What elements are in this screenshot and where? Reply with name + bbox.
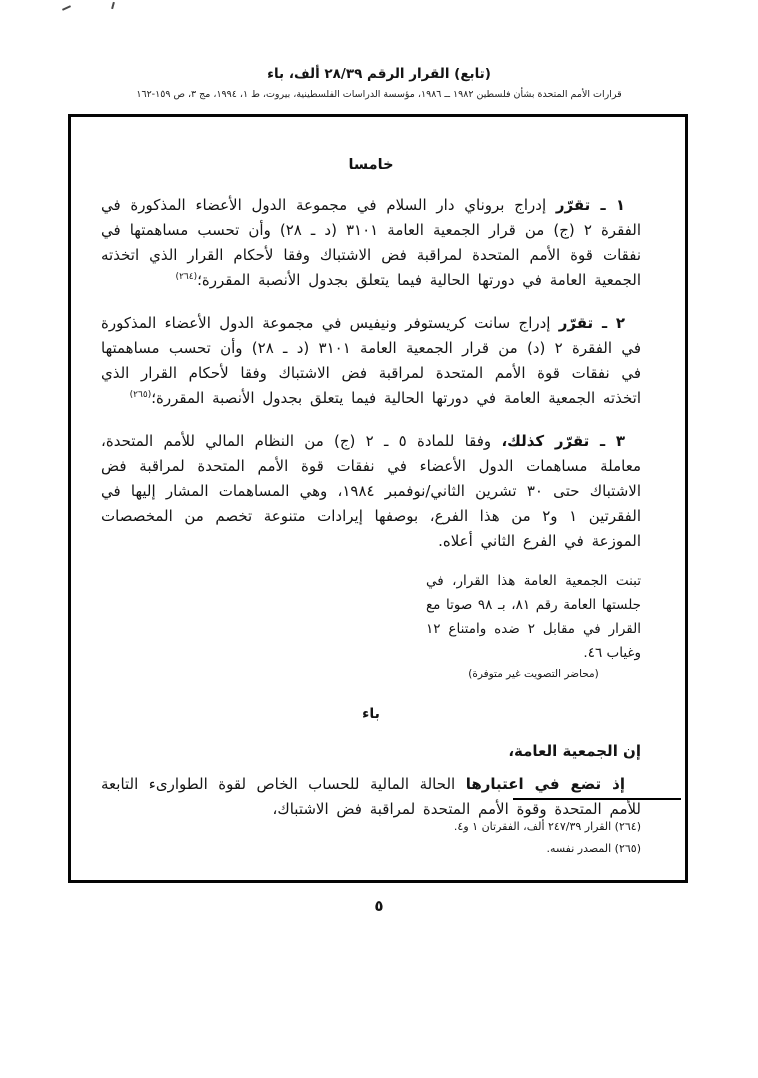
content-frame bbox=[68, 114, 688, 883]
paragraph-1-text: إدراج بروناي دار السلام في مجموعة الدول الأعضاء المذكورة في الفقرة ٢ (ج) من قرار الجمعية العامة ٣١٠١ (د ـ ٢٨) وأن تحسب مساهمتها في نفقات قوة الأمم المتحدة لمراقبة فض الاشتباك وفقا لأحكام القرار الذي اتخذته الجمعية العامة في دورتها الحالية فيما يتعلق بجدول الأنصبة المقررة؛ bbox=[101, 196, 642, 289]
paragraph-2-text: إدراج سانت كريستوفر ونيفيس في مجموعة الدول الأعضاء المذكورة في الفقرة ٢ (د) من قرار الجمعية العامة ٣١٠١ (د ـ ٢٨) وأن تحسب مساهمتها في نفقات قوة الأمم المتحدة لمراقبة فض الاشتباك وفقا لأحكام القرار الذي اتخذته الجمعية العامة في دورتها الحالية فيما يتعلق بجدول الأنصبة المقررة؛ bbox=[101, 314, 641, 407]
footnote-264: (٢٦٤) القرار ٢٤٧/٣٩ ألف، الفقرتان ١ و٤. bbox=[453, 820, 641, 833]
paragraph-2-lead: ٢ ـ تقرّر bbox=[558, 314, 625, 332]
resolution-paragraph-3 bbox=[101, 429, 641, 554]
paragraph-3-lead: ٣ ـ تقرّر كذلك، bbox=[501, 432, 625, 450]
scan-artifact bbox=[111, 2, 115, 9]
footnote-reference-264: (٢٦٤) bbox=[175, 272, 198, 282]
paragraph-1-lead: ١ ـ تقرّر bbox=[555, 196, 625, 214]
footnote-reference-265: (٢٦٥) bbox=[129, 390, 152, 400]
vote-note: تبنت الجمعية العامة هذا القرار، في جلستها العامة رقم ٨١، بـ ٩٨ صوتا مع القرار في مقابل ٢ ضده وامتناع ١٢ وغياب ٤٦. bbox=[426, 573, 642, 661]
scan-artifact bbox=[62, 5, 71, 11]
footnote-separator bbox=[513, 798, 681, 800]
preamble-intro: إن الجمعية العامة، bbox=[508, 742, 641, 760]
paragraph-3-text: وفقا للمادة ٥ ـ ٢ (ج) من النظام المالي للأمم المتحدة، معاملة مساهمات الدول الأعضاء في نفقات قوة الأمم المتحدة لمراقبة فض الاشتباك حتى ٣٠ تشرين الثاني/نوفمبر ١٩٨٤، وهي المساهمات المشار إليها في الفقرتين ١ و٢ من هذا الفرع، بوصفها إيرادات متنوعة تخصم من المخصصات الموزعة في الفرع الثاني أعلاه. bbox=[101, 432, 642, 550]
resolution-paragraph-2 bbox=[101, 311, 641, 414]
source-citation: قرارات الأمم المتحدة بشأن فلسطين ١٩٨٢ ــ ١٩٨٦، مؤسسة الدراسات الفلسطينية، بيروت، ط ١، ١٩٩٤، مج ٣، ص ١٥٩-١٦٢ bbox=[136, 89, 622, 100]
resolution-paragraph-1 bbox=[101, 193, 641, 296]
section-b-heading: باء bbox=[362, 706, 380, 722]
section-a-heading: خامسا bbox=[348, 157, 394, 173]
footnote-265: (٢٦٥) المصدر نفسه. bbox=[546, 842, 641, 855]
preamble-lead: إذ تضع في اعتبارها bbox=[465, 775, 625, 793]
footnote-area bbox=[101, 798, 641, 860]
page-number: ٥ bbox=[374, 897, 384, 915]
document-title: (تابع) القرار الرقم ٢٨/٣٩ ألف، باء bbox=[267, 66, 491, 82]
vote-records-note: (محاضر التصويت غير متوفرة) bbox=[468, 668, 599, 680]
document-header bbox=[0, 66, 758, 100]
preamble-text: الحالة المالية للحساب الخاص لقوة الطوارىء التابعة للأمم المتحدة وقوة الأمم المتحدة لمراقبة فض الاشتباك، bbox=[101, 775, 641, 818]
